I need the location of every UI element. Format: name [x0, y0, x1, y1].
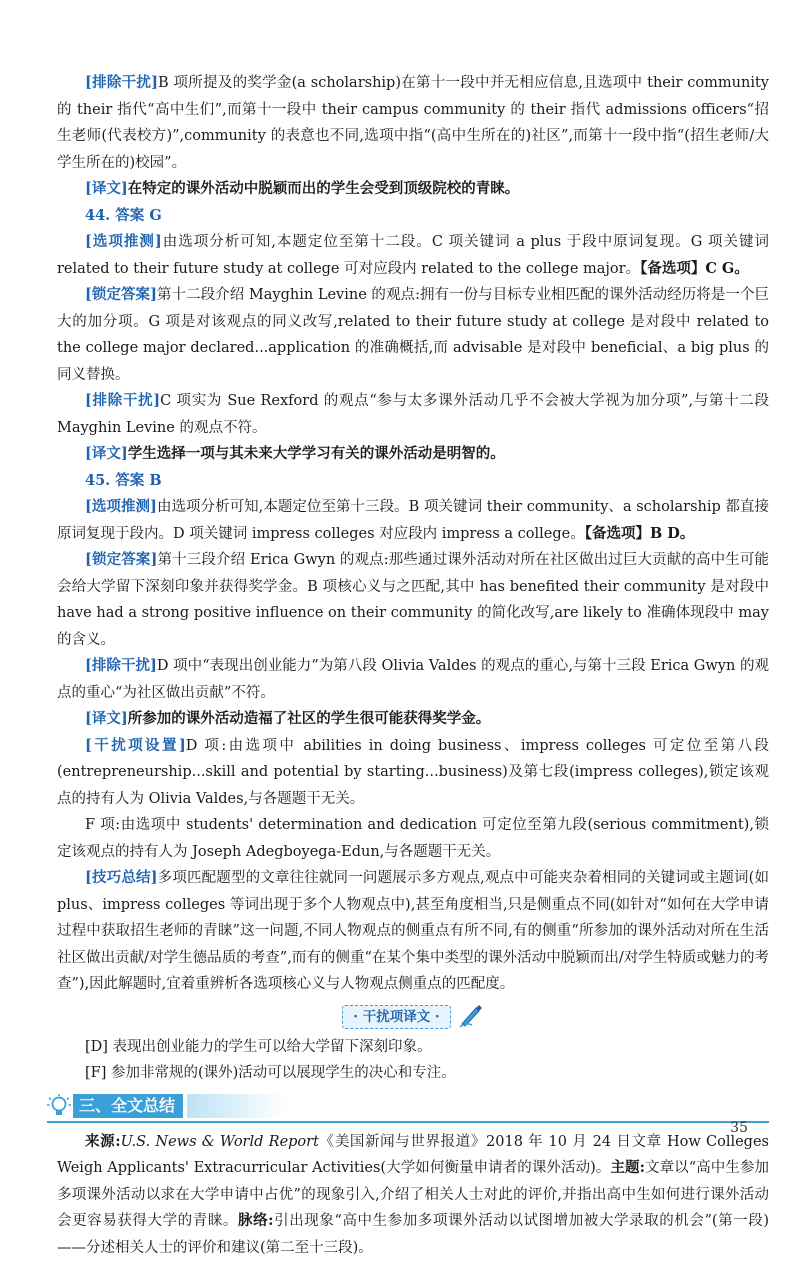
paragraph-text: 多项匹配题型的文章往往就同一问题展示多方观点,观点中可能夹杂着相同的关键词或主题词(如 plus、impress colleges 等词出现于多个人物观点中),甚至角度相当,只是侧重点不同(如针对“如何在大学申请过程中获取招生老师的青睐”这一问题,不同人物观点的侧重点有所不同,有的侧重“所参加的课外活动对所在生活社区做出贡献/对学生德品质的考查”,而有的侧重“在某个集中类型的课外活动中脱颖而出/对学生特质或魅力的考查”),因此解题时,宜着重辨析各选项核心义与人物观点侧重点的匹配度。: [57, 870, 769, 992]
source-text: 《美国新闻与世界报道》2018 年 10 月 24 日文章 How Colleges Weigh Applicants' Extracurricular Activities(大学如何衡量申请者的课外活动)。: [57, 1134, 769, 1177]
theme-label: 主题:: [610, 1159, 645, 1176]
tag-option-guess: [选项推测]: [85, 498, 157, 515]
tag-distractor-setup: [干扰项设置]: [85, 737, 186, 754]
tag-exclude: [排除干扰]: [85, 392, 160, 409]
section-title-fade: [187, 1094, 287, 1118]
paragraph-text: 第十三段介绍 Erica Gwyn 的观点:那些通过课外活动对所在社区做出过巨大贡献的高中生可能会给大学留下深刻印象并获得奖学金。B 项核心义与之匹配,其中 has benefited their community 是对段中 have had a strong positive influence on their community 的简化改写,are likely to 准确体现段中 may 的含义。: [57, 552, 769, 648]
translation-text: 所参加的课外活动造福了社区的学生很可能获得奖学金。: [128, 710, 491, 727]
paragraph-text: C 项实为 Sue Rexford 的观点“参与太多课外活动几乎不会被大学视为加分项”,与第十二段 Mayghin Levine 的观点不符。: [57, 393, 769, 436]
answer-45: 45. 答案 B: [57, 468, 769, 495]
paragraph-text: 由选项分析可知,本题定位至第十二段。C 项关键词 a plus 于段中原词复现。G 项关键词 related to their future study at college 可对应段内 related to the college major。: [57, 234, 769, 277]
paragraph-translation-44: [57, 441, 769, 468]
page-number: 35: [730, 1120, 748, 1136]
tag-lock-answer: [锁定答案]: [85, 551, 157, 568]
pen-icon: [458, 1002, 484, 1032]
content: [57, 70, 769, 1261]
paragraph-option-guess-44: [57, 229, 769, 282]
paragraph-exclude-c: [57, 388, 769, 441]
tag-translation: [译文]: [85, 710, 128, 727]
paragraph-lock-answer-45: [57, 547, 769, 653]
source-publication: U.S. News & World Report: [121, 1134, 319, 1150]
distractor-label: · 干扰项译文 ·: [342, 1005, 450, 1029]
candidate-options: C G。: [705, 260, 748, 277]
candidate-tag: 【备选项】: [585, 525, 650, 542]
source-label: 来源:: [85, 1133, 121, 1150]
lightbulb-icon: [47, 1094, 71, 1124]
paragraph-text: D 项:由选项中 abilities in doing business、impress colleges 可定位至第八段(entrepreneurship...skill and potential by starting...business)及第七段(impress colleges),锁定该观点的持有人为 Olivia Valdes,与各题题干无关。: [57, 738, 769, 807]
thread-label: 脉络:: [238, 1212, 274, 1229]
translation-text: 在特定的课外活动中脱颖而出的学生会受到顶级院校的青睐。: [128, 180, 520, 197]
section-title: 三、全文总结: [73, 1094, 183, 1118]
tag-tips: [技巧总结]: [85, 869, 158, 886]
tag-translation: [译文]: [85, 445, 128, 462]
tag-exclude: [排除干扰]: [85, 657, 157, 674]
paragraph-exclude-b: [57, 70, 769, 176]
paragraph-exclude-d: [57, 653, 769, 706]
paragraph-lock-answer-44: [57, 282, 769, 388]
distractor-f: [F] 参加非常规的(课外)活动可以展现学生的决心和专注。: [57, 1060, 769, 1087]
distractor-label-row: [57, 1002, 769, 1032]
summary-paragraph: [57, 1129, 769, 1261]
paragraph-text: 第十二段介绍 Mayghin Levine 的观点:拥有一份与目标专业相匹配的课外活动经历将是一个巨大的加分项。G 项是对该观点的同义改写,related to their future study at college 是对段中 related to the college major declared...application 的准确概括,而 advisable 是对段中 beneficial、a big plus 的同义替换。: [57, 287, 769, 383]
distractor-d: [D] 表现出创业能力的学生可以给大学留下深刻印象。: [57, 1034, 769, 1061]
paragraph-text: 由选项分析可知,本题定位至第十三段。B 项关键词 their community、a scholarship 都直接原词复现于段内。D 项关键词 impress colleges 对应段内 impress a college。: [57, 499, 769, 542]
paragraph-text: D 项中“表现出创业能力”为第八段 Olivia Valdes 的观点的重心,与第十三段 Erica Gwyn 的观点的重心“为社区做出贡献”不符。: [57, 658, 769, 701]
paragraph-option-f: F 项:由选项中 students' determination and dedication 可定位至第九段(serious commitment),锁定该观点的持有人为 Joseph Adegboyega-Edun,与各题题干无关。: [57, 812, 769, 865]
candidate-tag: 【备选项】: [640, 260, 705, 277]
paragraph-translation-43: [57, 176, 769, 203]
tag-lock-answer: [锁定答案]: [85, 286, 157, 303]
tag-option-guess: [选项推测]: [85, 233, 162, 250]
paragraph-option-guess-45: [57, 494, 769, 547]
thread-text: 引出现象“高中生参加多项课外活动以试图增加被大学录取的机会”(第一段)——分述相关人士的评价和建议(第二至十三段)。: [57, 1213, 769, 1256]
answer-44: 44. 答案 G: [57, 203, 769, 230]
translation-text: 学生选择一项与其未来大学学习有关的课外活动是明智的。: [128, 445, 505, 462]
paragraph-distractor-setup: [57, 733, 769, 813]
paragraph-translation-45: [57, 706, 769, 733]
theme-text: 文章以“高中生参加多项课外活动以求在大学申请中占优”的现象引入,介绍了相关人士对此的评价,并指出高中生如何进行课外活动会更容易获得大学的青睐。: [57, 1160, 769, 1229]
tag-translation: [译文]: [85, 180, 128, 197]
section-header: [47, 1093, 769, 1123]
candidate-options: B D。: [650, 525, 694, 542]
paragraph-text: B 项所提及的奖学金(a scholarship)在第十一段中并无相应信息,且选项中 their community 的 their 指代“高中生们”,而第十一段中 their campus community 的 their 指代 admissions officers“招生老师(代表校方)”,community 的表意也不同,选项中指“(高中生所在的)社区”,而第十一段中指“(招生老师/大学生所在的)校园”。: [57, 75, 769, 171]
paragraph-tips: [57, 865, 769, 998]
tag-exclude: [排除干扰]: [85, 74, 158, 91]
